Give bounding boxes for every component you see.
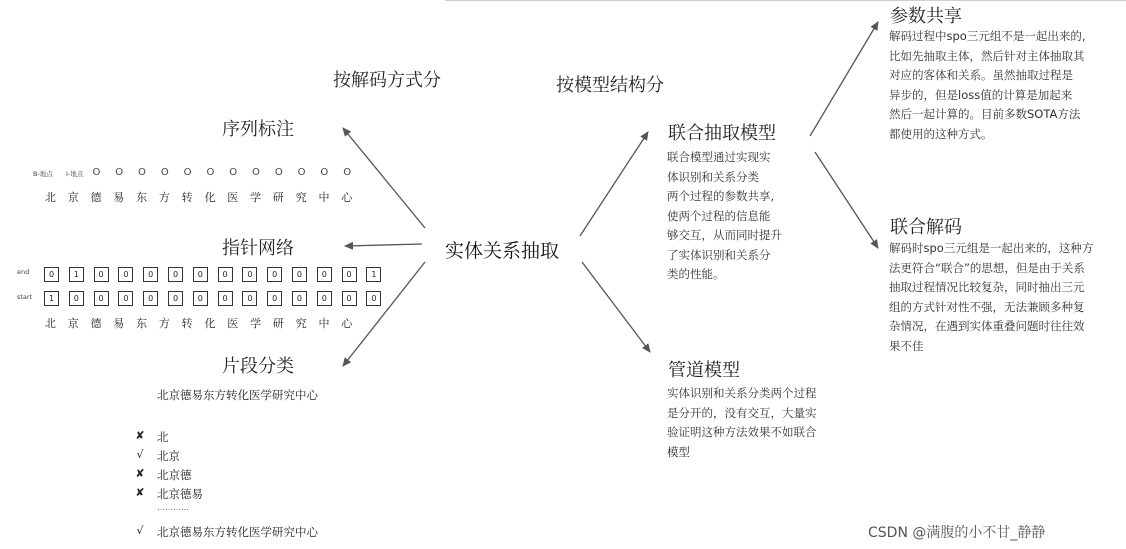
joint-model-title: 联合抽取模型 [668,123,776,144]
char: 研 [272,317,284,330]
start-cell: 0 [193,291,208,306]
circle-o: O [274,167,283,178]
desc-line: 解码过程中spo三元组不是一起出来的, [889,29,1086,43]
joint-model-desc [667,148,807,285]
char: 医 [227,317,239,330]
span-candidate-full: 北京德易东方转化医学研究中心 [157,525,318,539]
end-cell: 0 [44,267,59,282]
span-candidate: 北 [157,430,169,444]
start-cell: 0 [267,291,282,306]
char: 研 [272,191,284,204]
char: 方 [158,191,170,204]
circle-o: O [138,167,146,178]
char: 东 [136,317,148,330]
char: 学 [250,191,262,204]
desc-line: 是分开的，没有交互，大量实 [667,405,817,420]
desc-line: 抽取过程情况比较复杂，同时抽出三元 [889,280,1085,294]
b-tag: B-地点 [33,170,53,178]
param-share-title: 参数共享 [890,6,962,27]
char: 心 [341,317,353,330]
char: 转 [181,191,193,204]
desc-line: 对应的客体和关系。虽然抽取过程是 [889,68,1073,82]
start-cell: 0 [366,291,381,306]
circle-o: O [252,167,260,178]
start-cell: 0 [69,291,84,306]
end-cell: 0 [94,267,109,282]
span-candidate: 北京德 [157,468,192,482]
end-cell: 0 [193,267,208,282]
desc-line: 模型 [667,444,690,459]
desc-line: 够交互，从而同时提升 [667,228,782,242]
start-cell: 0 [317,291,332,306]
char: 北 [44,191,56,204]
start-cell: 0 [292,291,307,306]
start-label: start [17,293,33,301]
circle-o: O [343,167,352,178]
i-tag: I-地点 [66,170,84,178]
char: 学 [250,317,262,330]
end-cell: 0 [267,267,282,282]
span-sentence: 北京德易东方转化医学研究中心 [157,388,318,402]
char: 京 [67,191,79,204]
char: 德 [90,191,102,204]
desc-line: 果不佳 [889,338,924,353]
char: 北 [44,317,56,330]
char: 东 [136,191,148,204]
char: 易 [113,191,125,204]
end-cell: 0 [118,267,133,282]
desc-line: 实体识别和关系分类两个过程 [667,386,817,400]
span-candidate: 北京 [157,449,180,463]
seq-label-title: 序列标注 [222,119,294,140]
desc-line: 解码时spo三元组是一起出来的，这种方 [889,241,1094,255]
by-decoding-label: 按解码方式分 [333,70,441,91]
circle-o: O [92,167,101,178]
char: 心 [341,191,353,204]
span-title: 片段分类 [222,356,294,377]
char: 究 [295,191,307,204]
start-cell: 0 [118,291,133,306]
param-share-desc [889,27,1119,144]
arrow-to-param-share [810,22,878,136]
desc-line: 都使用的这种方式。 [889,126,993,141]
end-cell: 0 [342,267,357,282]
desc-line: 异步的，但是loss值的计算是加起来 [889,87,1073,102]
end-cell: 0 [242,267,257,282]
desc-line: 然后一起计算的。目前多数SOTA方法 [889,107,1081,121]
arrow-to-pointer [345,244,422,246]
circle-o: O [320,167,329,178]
arrow-to-seq-label [343,128,425,228]
check-icon: √ [136,524,144,537]
start-cell: 0 [94,291,109,306]
circle-o: O [229,167,238,178]
cross-icon: ✘ [135,486,145,499]
char: 转 [181,317,193,330]
desc-line: 两个过程的参数共享, [667,189,775,203]
circle-o: O [160,167,169,178]
start-row [44,291,391,306]
seq-chars [39,189,358,205]
cross-icon: ✘ [135,467,145,480]
desc-line: 比如先抽取主体，然后针对主体抽取其 [889,48,1085,63]
end-cell: 0 [143,267,158,282]
end-cell: 0 [218,267,233,282]
arrow-to-joint-decode [815,152,878,248]
start-cell: 0 [218,291,233,306]
seq-circles [85,167,359,178]
pipeline-model-title: 管道模型 [668,360,740,381]
start-cell: 0 [342,291,357,306]
char: 德 [90,317,102,330]
desc-line: 体识别和关系分类 [667,169,759,184]
arrow-to-pipeline [582,262,650,352]
pointer-title: 指针网络 [222,238,294,259]
circle-o: O [297,167,306,178]
start-cell: 0 [242,291,257,306]
char: 化 [204,317,216,330]
char: 医 [227,191,239,204]
end-row [44,267,391,282]
start-cell: 0 [143,291,158,306]
arrow-to-joint [580,132,648,236]
pipeline-model-desc [667,384,847,462]
char: 方 [158,317,170,330]
char: 京 [67,317,79,330]
start-cell: 1 [44,291,59,306]
end-label: end [17,268,30,276]
desc-line: 验证明这种方法效果不如联合 [667,425,817,439]
desc-line: 类的性能。 [667,267,725,281]
joint-decode-desc [889,239,1121,356]
cross-icon: ✘ [135,429,145,442]
char: 究 [295,317,307,330]
char: 中 [318,191,330,204]
desc-line: 法更符合“联合”的思想，但是由于关系 [889,260,1085,275]
char: 中 [318,317,330,330]
start-cell: 0 [168,291,183,306]
center-node: 实体关系抽取 [445,240,560,262]
csdn-watermark: CSDN @满腹的小不甘_静静 [868,525,1046,541]
joint-decode-title: 联合解码 [890,217,962,238]
end-cell: 0 [168,267,183,282]
span-ellipsis: ………… [157,503,189,512]
by-model-label: 按模型结构分 [556,75,664,96]
end-cell: 1 [69,267,84,282]
end-cell: 0 [292,267,307,282]
check-icon: √ [136,448,144,461]
desc-line: 杂情况，在遇到实体重叠问题时往往效 [889,319,1085,333]
circle-o: O [115,167,124,178]
desc-line: 联合模型通过实现实 [667,150,771,164]
end-cell: 0 [317,267,332,282]
pointer-chars [39,315,358,331]
desc-line: 了实体识别和关系分 [667,247,771,262]
span-candidate: 北京德易 [157,487,203,501]
char: 易 [113,317,125,330]
circle-o: O [206,167,215,178]
circle-o: O [183,167,192,178]
desc-line: 使两个过程的信息能 [667,208,771,223]
char: 化 [204,191,216,204]
end-cell: 1 [366,267,381,282]
desc-line: 组的方式针对性不强，无法兼顾多种复 [889,299,1085,314]
